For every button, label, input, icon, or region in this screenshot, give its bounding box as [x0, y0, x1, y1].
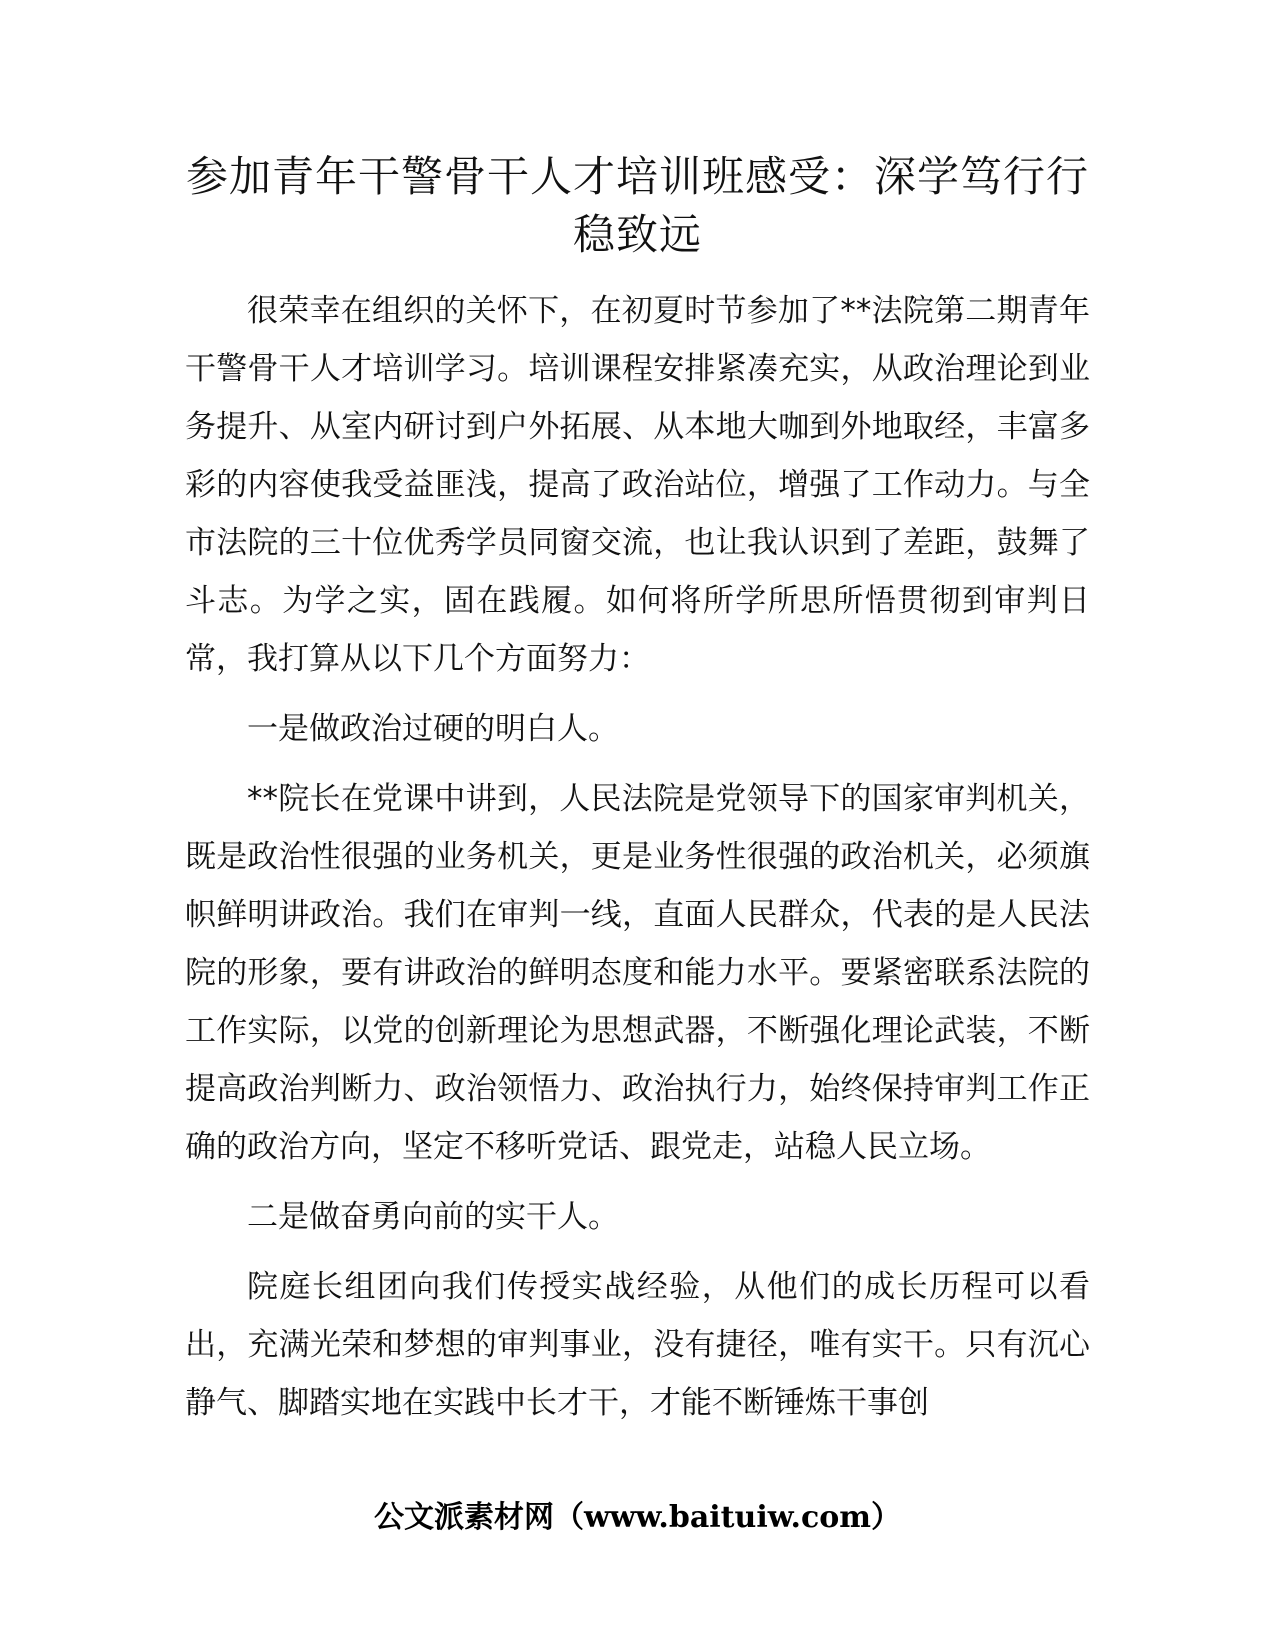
intro-paragraph: 很荣幸在组织的关怀下，在初夏时节参加了**法院第二期青年干警骨干人才培训学习。培训课程安排紧凑充实，从政治理论到业务提升、从室内研讨到户外拓展、从本地大咖到外地取经，丰富多彩的内容使我受益匪浅，提高了政治站位，增强了工作动力。与全市法院的三十位优秀学员同窗交流，也让我认识到了差距，鼓舞了斗志。为学之实，固在践履。如何将所学所思所悟贯彻到审判日常，我打算从以下几个方面努力：	[185, 293, 1090, 677]
footer-watermark: 公文派素材网（www.baituiw.com）	[373, 1500, 902, 1535]
document-body	[185, 282, 1090, 1444]
section-heading-2: 二是做奋勇向前的实干人。	[247, 1199, 619, 1235]
section-paragraph-2: 院庭长组团向我们传授实战经验，从他们的成长历程可以看出，充满光荣和梦想的审判事业，没有捷径，唯有实干。只有沉心静气、脚踏实地在实践中长才干，才能不断锤炼干事创	[185, 1269, 1090, 1421]
section-paragraph-1: **院长在党课中讲到，人民法院是党领导下的国家审判机关，既是政治性很强的业务机关，更是业务性很强的政治机关，必须旗帜鲜明讲政治。我们在审判一线，直面人民群众，代表的是人民法院的形象，要有讲政治的鲜明态度和能力水平。要紧密联系法院的工作实际，以党的创新理论为思想武器，不断强化理论武装，不断提高政治判断力、政治领悟力、政治执行力，始终保持审判工作正确的政治方向，坚定不移听党话、跟党走，站稳人民立场。	[185, 781, 1090, 1165]
section-heading-1: 一是做政治过硬的明白人。	[247, 711, 619, 747]
document-title: 参加青年干警骨干人才培训班感受：深学笃行行稳致远	[185, 152, 1089, 259]
